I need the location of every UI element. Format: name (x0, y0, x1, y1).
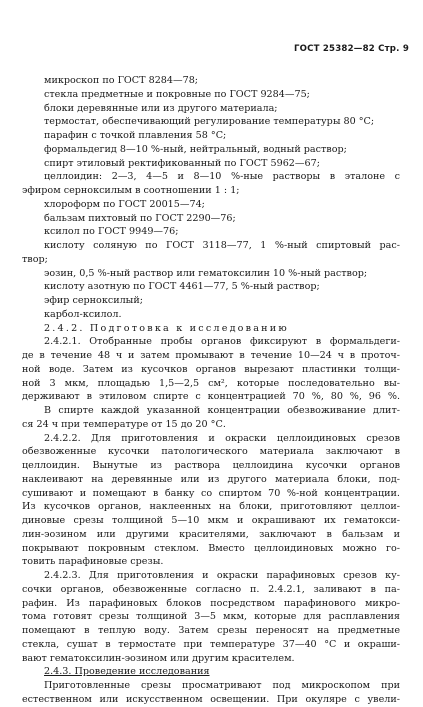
text-line: кислоту соляную по ГОСТ 3118—77, 1 %-ный спиртовый рас- (44, 240, 400, 251)
text-line: помещают в теплую воду. Затем срезы переносят на предметные (22, 625, 400, 636)
text-line: целлоидин. Вынутые из раствора целлоидина кусочки органов (22, 460, 400, 471)
page-header: ГОСТ 25382—82 Стр. 9 (293, 44, 409, 54)
section-heading: 2.4.3. Проведение исследования (44, 666, 210, 678)
text-line: сочки органов, обезвоженные согласно п. 2.4.2.1, заливают в па- (22, 583, 400, 595)
text-line: диновые срезы толщиной 5—10 мкм и окрашивают их гематокси- (22, 515, 400, 526)
text-line: наклеивают на деревянные или из другого материала блоки, под- (22, 473, 400, 485)
text-line: твор; (22, 253, 48, 265)
text-line: ся 24 ч при температуре от 15 до 20 °С. (22, 418, 226, 430)
text-line: держивают в этиловом спирте с концентрацией 70 %, 80 %, 96 %. (22, 391, 400, 403)
text-line: ной воде. Затем из кусочков органов вырезают пластинки толщи- (22, 363, 400, 375)
text-line: 2.4.2.2. Для приготовления и окраски целлоидиновых срезов (44, 432, 400, 444)
text-line: 2.4.2.3. Для приготовления и окраски парафиновых срезов ку- (44, 570, 400, 581)
text-line: парафин с точкой плавления 58 °С; (44, 130, 227, 141)
section-heading: 2.4.2. Подготовка к исследованию (44, 322, 289, 334)
text-line: вают гематоксилин-эозином или другим красителем. (22, 652, 295, 664)
text-line: В спирте каждой указанной концентрации обезвоживание длит- (44, 405, 400, 416)
text-line: микроскоп по ГОСТ 8284—78; (44, 75, 199, 86)
text-line: 2.4.2.1. Отобранные пробы органов фиксируют в формальдеги- (44, 336, 400, 348)
text-line: формальдегид 8—10 %-ный, нейтральный, водный раствор; (44, 143, 347, 155)
text-line: тома готовят срезы толщиной 3—5 мкм, которые для расплавления (22, 611, 400, 623)
text-line: лин-эозином или другими красителями, заключают в бальзам и (22, 528, 400, 540)
text-line: стекла предметные и покровные по ГОСТ 9284—75; (44, 88, 310, 100)
text-line: кислоту азотную по ГОСТ 4461—77, 5 %-ный раствор; (44, 281, 320, 293)
text-line: карбол-ксилол. (44, 308, 122, 320)
text-line: покрывают покровным стеклом. Вместо целлоидиновых можно го- (22, 542, 400, 554)
text-line: ксилол по ГОСТ 9949—76; (44, 226, 179, 238)
text-line: стекла, сушат в термостате при температуре 37—40 °С и окраши- (22, 638, 400, 650)
text-line: спирт этиловый ректификованный по ГОСТ 5962—67; (44, 157, 320, 169)
text-line: Приготовленные срезы просматривают под микроскопом при (44, 680, 400, 691)
text-line: эфир серноксилый; (44, 295, 143, 306)
text-line: целлоидин: 2—3, 4—5 и 8—10 %-ные растворы в эталоне с (44, 171, 400, 183)
text-line: ной 3 мкм, площадью 1,5—2,5 см², которые последовательно вы- (22, 377, 400, 389)
text-line: эфиром серноксилым в соотношении 1 : 1; (22, 185, 240, 196)
text-line: Из кусочков органов, наклеенных на блоки, приготовляют целлои- (22, 501, 400, 513)
text-line: сушивают и помещают в банку со спиртом 70 %-ной концентрации. (22, 487, 400, 499)
text-line: де в течение 48 ч и затем промывают в течение 10—24 ч в проточ- (22, 350, 400, 361)
text-line: рафин. Из парафиновых блоков посредством парафинового микро- (22, 597, 400, 609)
text-line: термостат, обеспечивающий регулирование температуры 80 °С; (44, 116, 375, 128)
document-body (22, 74, 400, 707)
text-line: хлороформ по ГОСТ 20015—74; (44, 198, 205, 210)
text-line: товить парафиновые срезы. (22, 556, 164, 568)
text-line: блоки деревянные или из другого материала; (44, 102, 278, 114)
text-line: эозин, 0,5 %-ный раствор или гематоксилин 10 %-ный раствор; (44, 267, 368, 279)
text-line: естественном или искусственном освещении. При окуляре с увели- (22, 693, 400, 705)
text-line: бальзам пихтовый по ГОСТ 2290—76; (44, 212, 236, 224)
text-line: обезвоженные кусочки патологического материала заключают в (22, 446, 400, 458)
